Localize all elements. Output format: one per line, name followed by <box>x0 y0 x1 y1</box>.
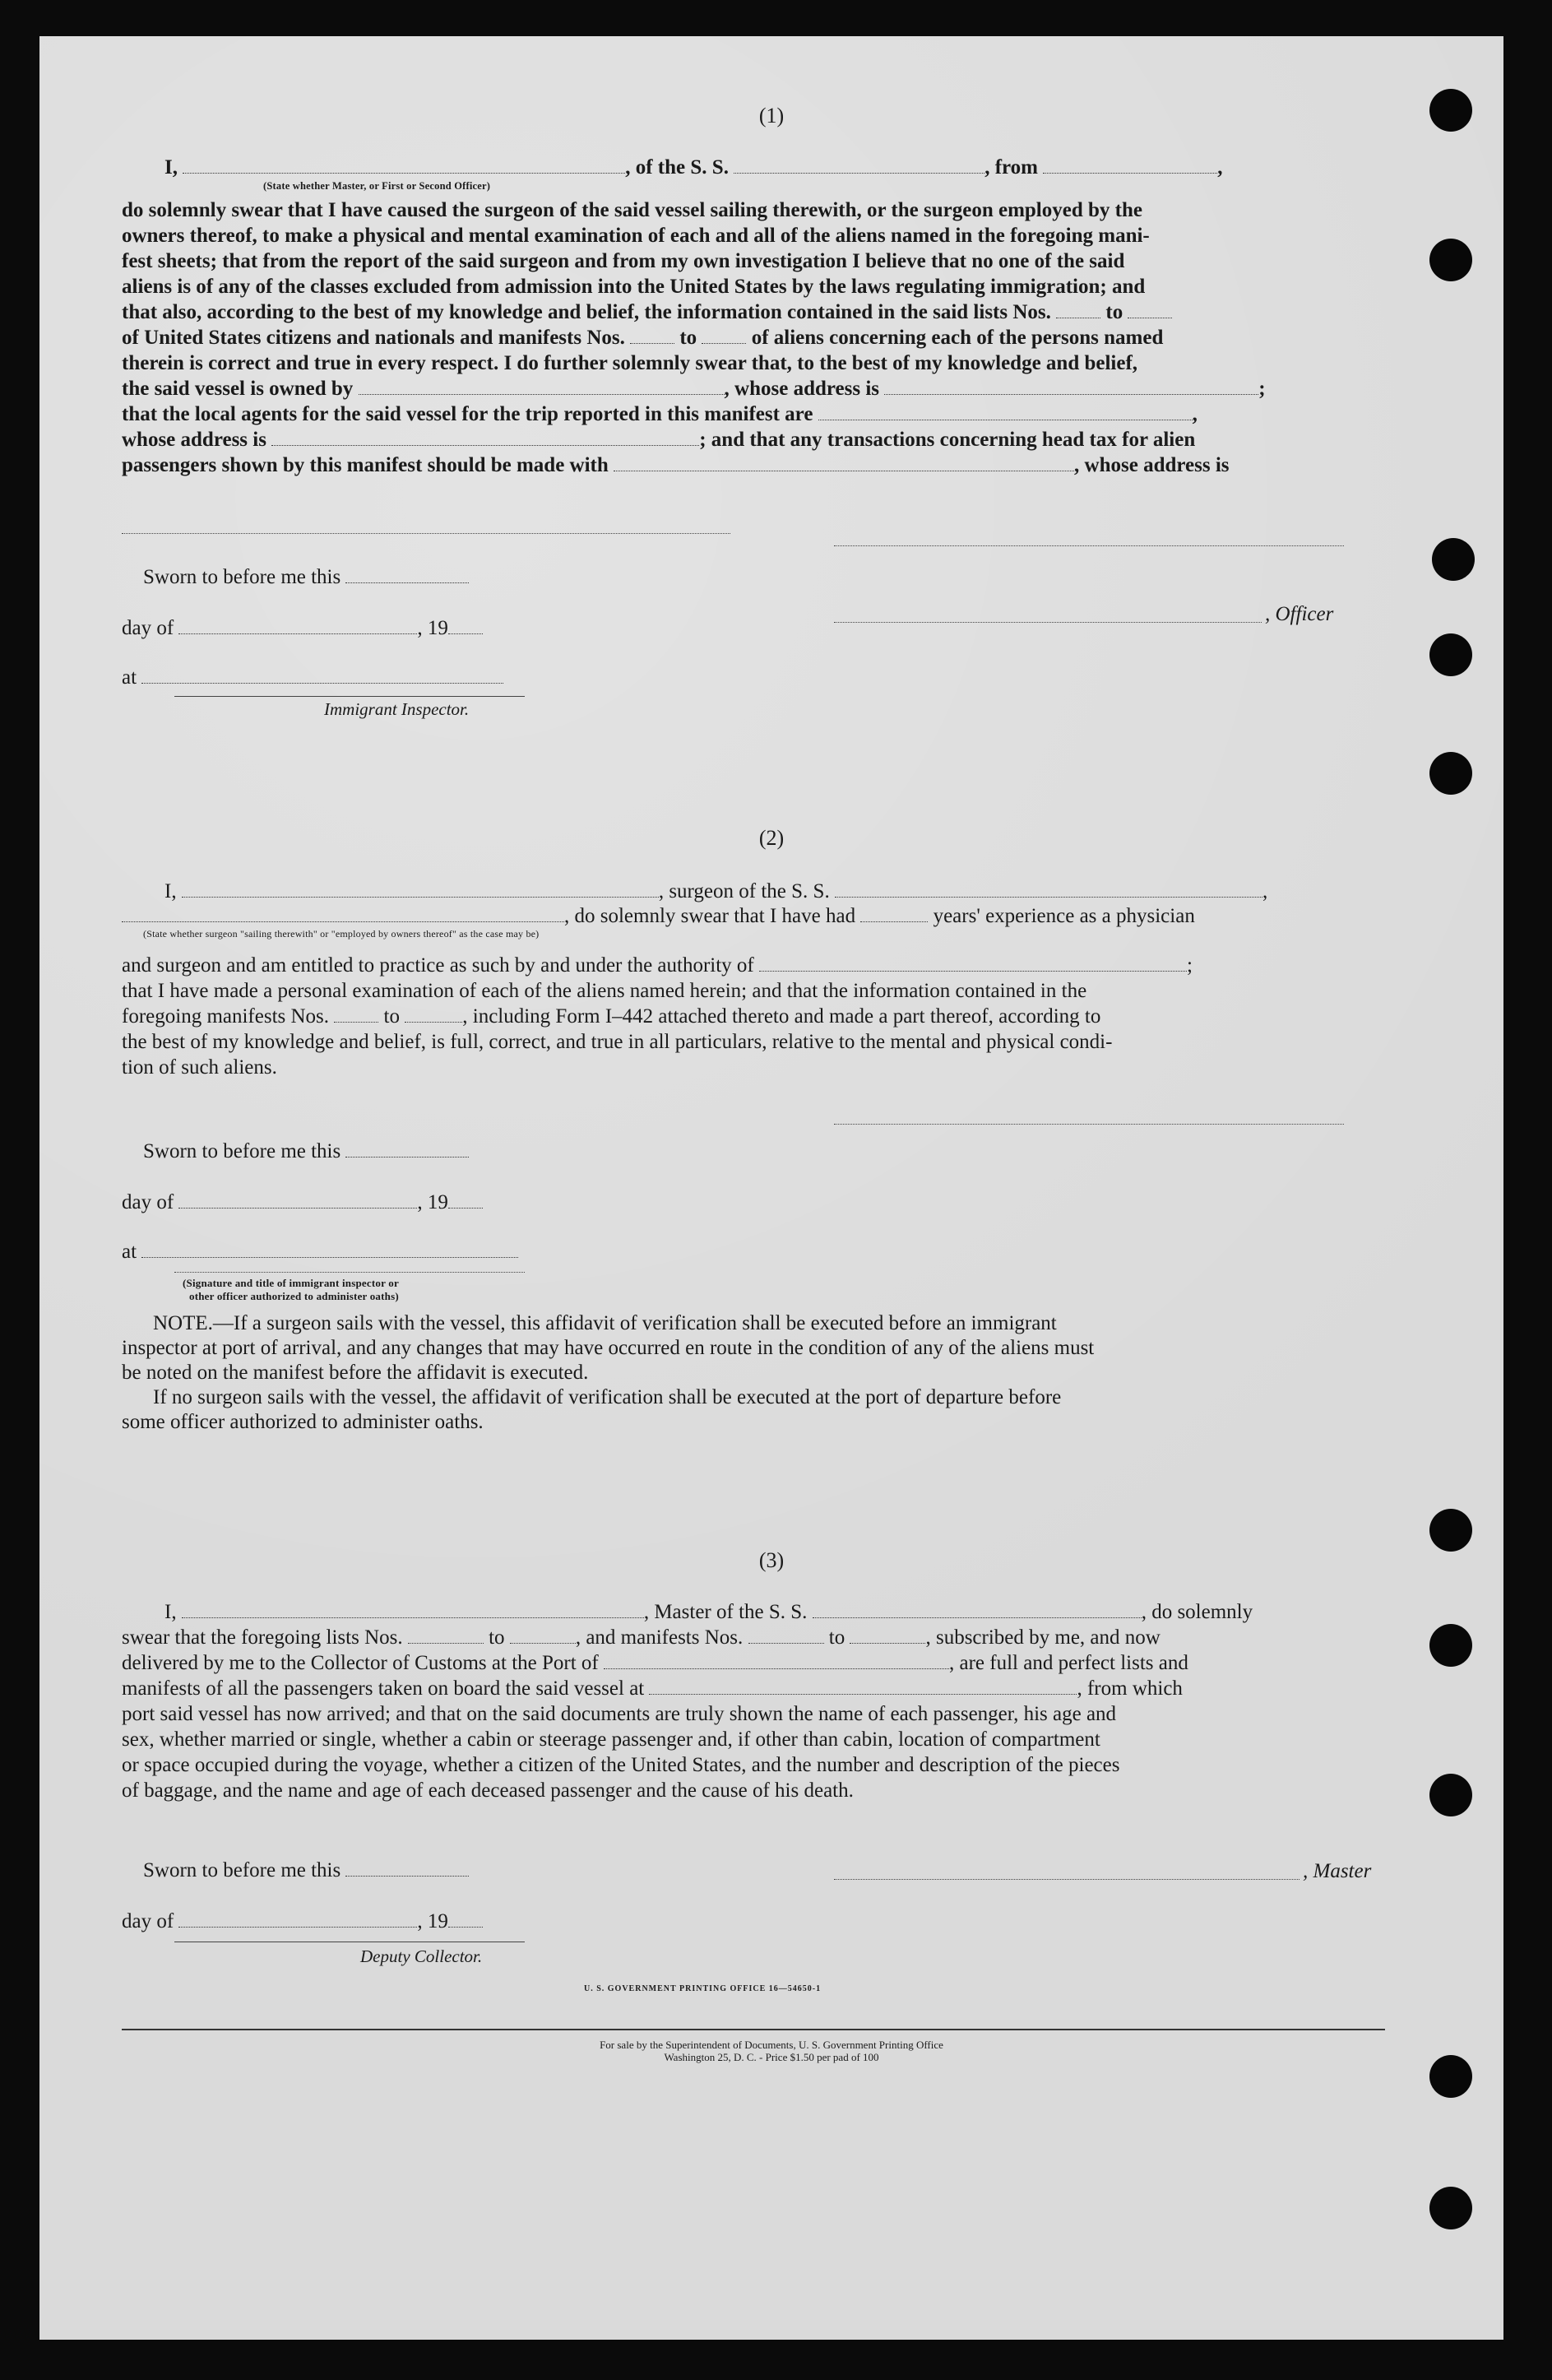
s2-inspector-signature-line[interactable] <box>174 1272 525 1273</box>
years-experience-field[interactable] <box>860 903 928 922</box>
s2-signature-line[interactable] <box>834 1124 1344 1125</box>
s1-signature-line-1[interactable] <box>834 545 1344 546</box>
s2-sworn-date-field[interactable] <box>345 1139 469 1158</box>
document-page <box>39 36 1503 2340</box>
punch-hole <box>1429 633 1472 676</box>
s2-signature-caption-2: other officer authorized to administer oaths) <box>189 1290 399 1302</box>
s3-lists-to-field[interactable] <box>510 1625 576 1644</box>
s2-vessel-field[interactable] <box>835 879 1262 898</box>
punch-hole <box>1429 2187 1472 2229</box>
section-2-number: (2) <box>758 826 785 850</box>
agents-address-field[interactable] <box>271 427 699 446</box>
s2-line-2: , do solemnly swear that I have had years' experience as a physician <box>122 903 1195 929</box>
s2-year-field[interactable] <box>448 1190 483 1209</box>
punch-hole <box>1432 538 1475 581</box>
punch-hole <box>1429 239 1472 281</box>
punch-hole <box>1429 1624 1472 1667</box>
s3-sworn-date-field[interactable] <box>345 1858 469 1877</box>
port-field[interactable] <box>604 1650 949 1669</box>
punch-hole <box>1429 752 1472 795</box>
s1-paragraph: do solemnly swear that I have caused the surgeon of the said vessel sailing therewith, or the surgeon employed by the owners thereof, to make a physical and mental examination of each and all of the aliens named in the foregoing mani- fest sheets; that from the report of the said surgeon and from my own investigation I believe that no one of the said aliens is of any of the classes excluded from admission into the United States by the laws regulating immigration; and that also, according to the best of my knowledge and belief, the information contained in the said lists Nos. to of United States citizens and nationals and manifests Nos. to of aliens concerning each of the persons named therein is correct and true in every respect. I do further solemnly swear that, to the best of my knowledge and belief, the said vessel is owned by , whose address is ; that the local agents for the said vessel for the trip reported in this manifest are , whose address is ; and that any transactions concerning head tax for alien passengers shown by this manifest should be made with , whose address is <box>122 199 1266 476</box>
immigrant-inspector-caption: Immigrant Inspector. <box>324 699 470 719</box>
s1-officer-signature-line[interactable] <box>834 622 1262 623</box>
master-signature-line[interactable] <box>834 1879 1300 1880</box>
s1-year-field[interactable] <box>448 615 483 634</box>
deputy-collector-caption: Deputy Collector. <box>360 1946 483 1966</box>
s2-dayof: day of , 19 <box>122 1190 483 1215</box>
s3-month-field[interactable] <box>178 1909 417 1928</box>
footer-line-2: Washington 25, D. C. - Price $1.50 per pad of 100 <box>664 2051 879 2063</box>
officer-caption: , Officer <box>1265 603 1334 625</box>
s1-sworn: Sworn to before me this <box>143 564 469 590</box>
manifests-to-field[interactable] <box>702 325 746 344</box>
s1-rank-note: (State whether Master, or First or Second Officer) <box>263 180 491 192</box>
section-1-number: (1) <box>758 104 785 128</box>
gpo-imprint: U. S. GOVERNMENT PRINTING OFFICE 16—54650-1 <box>584 1984 822 1993</box>
manifests-from-field[interactable] <box>630 325 674 344</box>
s3-lists-from-field[interactable] <box>408 1625 484 1644</box>
s3-vessel-field[interactable] <box>813 1599 1142 1618</box>
vessel-name-field[interactable] <box>734 155 984 174</box>
punch-hole <box>1429 1509 1472 1552</box>
surgeon-type-field[interactable] <box>122 903 564 922</box>
s3-manifests-from-field[interactable] <box>748 1625 824 1644</box>
s3-sworn: Sworn to before me this <box>143 1858 469 1883</box>
punch-hole <box>1429 1774 1472 1816</box>
s2-surgeon-note: (State whether surgeon "sailing therewith" or "employed by owners thereof" as the case may be) <box>143 928 540 939</box>
s1-line-1: I, , of the S. S. , from , <box>164 156 1223 179</box>
officer-rank-field[interactable] <box>183 155 625 174</box>
s3-manifests-to-field[interactable] <box>850 1625 925 1644</box>
footer-line-1: For sale by the Superintendent of Documents, U. S. Government Printing Office <box>600 2039 943 2051</box>
s2-signature-caption-1: (Signature and title of immigrant inspector or <box>183 1277 399 1289</box>
surgeon-name-field[interactable] <box>182 879 659 898</box>
s3-line-1: I, , Master of the S. S. , do solemnly <box>164 1601 1253 1623</box>
s1-dayof: day of , 19 <box>122 615 483 641</box>
s2-manifests-to-field[interactable] <box>405 1004 462 1023</box>
s2-sworn: Sworn to before me this <box>143 1139 469 1164</box>
s2-paragraph: and surgeon and am entitled to practice as such by and under the authority of ; that I have made a personal examination of each of the aliens named herein; and that the information contained in the foregoing manifests Nos. to , including Form I–442 attached thereto and made a part thereof, according to the best of my knowledge and belief, is full, correct, and true in all particulars, relative to the mental and physical condi- tion of such aliens. <box>122 954 1193 1079</box>
head-tax-party-field[interactable] <box>614 452 1074 471</box>
s1-place-field[interactable] <box>141 665 503 684</box>
s2-place-field[interactable] <box>141 1239 518 1258</box>
s1-at: at <box>122 665 503 690</box>
s2-month-field[interactable] <box>178 1190 417 1209</box>
s2-note: NOTE.—If a surgeon sails with the vessel, this affidavit of verification shall be executed before an immigrant inspector at port of arrival, and any changes that may have occurred en route in the condition of any of the aliens must be noted on the manifest before the affidavit is executed. If no surgeon sails with the vessel, the affidavit of verification shall be executed at the port of departure before some officer authorized to administer oaths. <box>122 1312 1095 1433</box>
master-caption: , Master <box>1303 1860 1372 1882</box>
s2-line-1: I, , surgeon of the S. S. , <box>164 880 1268 902</box>
lists-from-field[interactable] <box>1056 299 1100 318</box>
s1-month-field[interactable] <box>178 615 417 634</box>
s2-manifests-from-field[interactable] <box>334 1004 378 1023</box>
s2-at: at <box>122 1239 518 1264</box>
s3-paragraph: swear that the foregoing lists Nos. to , and manifests Nos. to , subscribed by me, and now delivered by me to the Collector of Customs at the Port of , are full and perfect lists and manifests of all the passengers taken on board the said vessel at , from which port said vessel has now arrived; and that on the said documents are truly shown the name of each passenger, his age and sex, whether married or single, whether a cabin or steerage passenger and, if other than cabin, location of compartment or space occupied during the voyage, whether a citizen of the United States, and the number and description of the pieces of baggage, and the name and age of each deceased passenger and the cause of his death. <box>122 1626 1188 1802</box>
lists-to-field[interactable] <box>1128 299 1172 318</box>
section-3-number: (3) <box>758 1548 785 1572</box>
s1-sworn-date-field[interactable] <box>345 564 469 583</box>
owner-field[interactable] <box>359 376 725 395</box>
master-name-field[interactable] <box>182 1599 644 1618</box>
footer-rule <box>122 2029 1385 2030</box>
owner-address-field[interactable] <box>884 376 1258 395</box>
inspector-signature-line[interactable] <box>174 696 525 697</box>
from-port-field[interactable] <box>1043 155 1217 174</box>
local-agents-field[interactable] <box>818 401 1193 420</box>
s1-address-line[interactable] <box>122 533 730 534</box>
authority-field[interactable] <box>759 953 1187 972</box>
boarding-port-field[interactable] <box>649 1676 1077 1695</box>
s3-dayof: day of , 19 <box>122 1909 483 1934</box>
s3-year-field[interactable] <box>448 1909 483 1928</box>
